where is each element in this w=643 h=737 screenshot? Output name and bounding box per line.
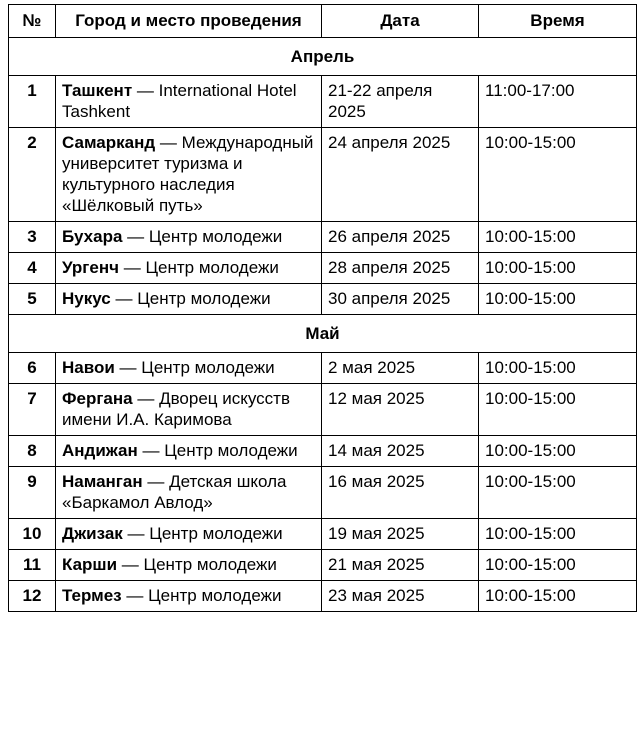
event-date: 21-22 апреля 2025 — [322, 76, 479, 128]
venue-name: International Hotel Tashkent — [62, 81, 297, 121]
header-time: Время — [479, 5, 637, 38]
dash-separator: — — [142, 472, 170, 491]
venue-name: Центр молодежи — [148, 586, 282, 605]
event-date: 30 апреля 2025 — [322, 284, 479, 315]
city-name: Фергана — [62, 389, 133, 408]
event-date: 2 мая 2025 — [322, 353, 479, 384]
table-row — [9, 353, 637, 384]
table-row — [9, 384, 637, 436]
event-time: 10:00-15:00 — [479, 467, 637, 519]
dash-separator: — — [114, 358, 142, 377]
event-date: 21 мая 2025 — [322, 550, 479, 581]
venue-name: Центр молодежи — [145, 258, 279, 277]
dash-separator: — — [122, 524, 150, 543]
month-row — [9, 38, 637, 76]
header-date: Дата — [322, 5, 479, 38]
row-number: 10 — [9, 519, 56, 550]
event-time: 10:00-15:00 — [479, 581, 637, 612]
venue-name: Центр молодежи — [164, 441, 298, 460]
event-date: 26 апреля 2025 — [322, 222, 479, 253]
city-name: Нукус — [62, 289, 111, 308]
city-venue-cell — [56, 550, 322, 581]
event-time: 10:00-15:00 — [479, 253, 637, 284]
table-row — [9, 222, 637, 253]
event-date: 16 мая 2025 — [322, 467, 479, 519]
row-number: 2 — [9, 128, 56, 222]
city-venue-cell — [56, 128, 322, 222]
row-number: 11 — [9, 550, 56, 581]
table-row — [9, 436, 637, 467]
table-row — [9, 519, 637, 550]
venue-name: Центр молодежи — [143, 555, 277, 574]
dash-separator: — — [122, 227, 149, 246]
row-number: 12 — [9, 581, 56, 612]
event-date: 12 мая 2025 — [322, 384, 479, 436]
city-venue-cell — [56, 581, 322, 612]
city-name: Андижан — [62, 441, 138, 460]
table-row — [9, 581, 637, 612]
dash-separator: — — [110, 289, 138, 308]
table-row — [9, 467, 637, 519]
city-venue-cell — [56, 467, 322, 519]
dash-separator: — — [121, 586, 149, 605]
city-venue-cell — [56, 519, 322, 550]
header-number: № — [9, 5, 56, 38]
city-venue-cell — [56, 353, 322, 384]
table-row — [9, 550, 637, 581]
dash-separator: — — [119, 258, 146, 277]
dash-separator: — — [132, 389, 160, 408]
table-row — [9, 128, 637, 222]
event-time: 10:00-15:00 — [479, 436, 637, 467]
row-number: 9 — [9, 467, 56, 519]
city-venue-cell — [56, 253, 322, 284]
row-number: 1 — [9, 76, 56, 128]
row-number: 7 — [9, 384, 56, 436]
city-name: Термез — [62, 586, 122, 605]
dash-separator: — — [132, 81, 159, 100]
table-row — [9, 253, 637, 284]
dash-separator: — — [155, 133, 182, 152]
row-number: 4 — [9, 253, 56, 284]
month-heading: Апрель — [9, 38, 637, 76]
city-name: Навои — [62, 358, 115, 377]
event-time: 10:00-15:00 — [479, 128, 637, 222]
event-time: 10:00-15:00 — [479, 353, 637, 384]
dash-separator: — — [117, 555, 144, 574]
row-number: 3 — [9, 222, 56, 253]
venue-name: Дворец искусств имени И.А. Каримова — [62, 389, 290, 429]
event-date: 14 мая 2025 — [322, 436, 479, 467]
city-venue-cell — [56, 76, 322, 128]
row-number: 6 — [9, 353, 56, 384]
venue-name: Международный университет туризма и культурного наследия «Шёлковый путь» — [62, 133, 314, 215]
venue-name: Центр молодежи — [148, 227, 283, 246]
city-venue-cell — [56, 384, 322, 436]
table-body — [9, 38, 637, 612]
row-number: 8 — [9, 436, 56, 467]
city-name: Самарканд — [62, 133, 156, 152]
table-row — [9, 76, 637, 128]
schedule-sheet — [8, 4, 637, 612]
city-venue-cell — [56, 222, 322, 253]
venue-name: Детская школа «Баркамол Авлод» — [62, 472, 287, 512]
city-name: Бухара — [62, 227, 123, 246]
event-time: 11:00-17:00 — [479, 76, 637, 128]
city-venue-cell — [56, 436, 322, 467]
header-row — [9, 5, 637, 38]
city-name: Карши — [62, 555, 118, 574]
venue-name: Центр молодежи — [149, 524, 283, 543]
city-venue-cell — [56, 284, 322, 315]
table-row — [9, 284, 637, 315]
event-time: 10:00-15:00 — [479, 222, 637, 253]
month-heading: Май — [9, 315, 637, 353]
dash-separator: — — [137, 441, 165, 460]
month-row — [9, 315, 637, 353]
city-name: Наманган — [62, 472, 143, 491]
event-time: 10:00-15:00 — [479, 519, 637, 550]
event-time: 10:00-15:00 — [479, 550, 637, 581]
venue-name: Центр молодежи — [137, 289, 271, 308]
event-time: 10:00-15:00 — [479, 384, 637, 436]
event-date: 19 мая 2025 — [322, 519, 479, 550]
row-number: 5 — [9, 284, 56, 315]
city-name: Ташкент — [62, 81, 133, 100]
venue-name: Центр молодежи — [141, 358, 275, 377]
city-name: Джизак — [62, 524, 123, 543]
event-schedule-table — [8, 4, 637, 612]
event-date: 24 апреля 2025 — [322, 128, 479, 222]
header-city-venue: Город и место проведения — [56, 5, 322, 38]
city-name: Ургенч — [62, 258, 119, 277]
event-date: 28 апреля 2025 — [322, 253, 479, 284]
event-date: 23 мая 2025 — [322, 581, 479, 612]
event-time: 10:00-15:00 — [479, 284, 637, 315]
